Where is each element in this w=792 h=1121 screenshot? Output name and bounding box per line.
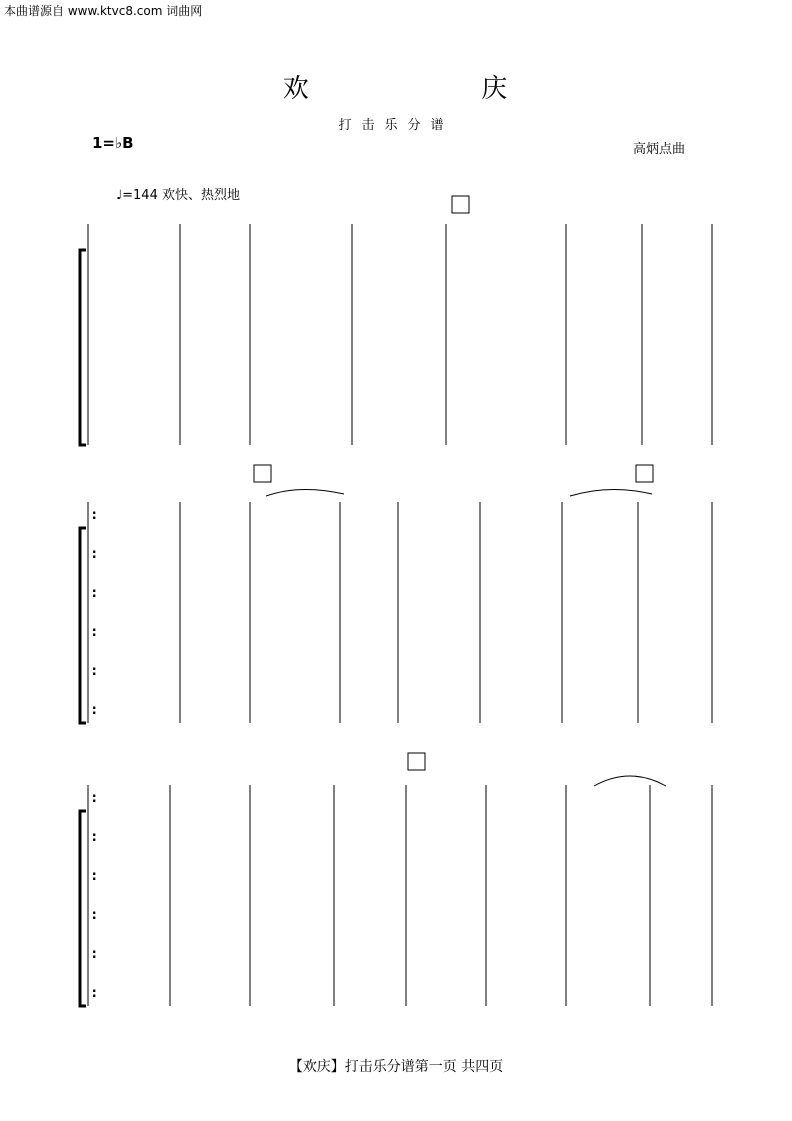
repeat-sign: :: [90, 624, 99, 640]
rehearsal-box: [408, 753, 425, 770]
repeat-sign: :: [90, 985, 99, 1001]
subtitle: 打击乐分谱: [338, 118, 454, 133]
repeat-sign: :: [90, 868, 99, 884]
repeat-sign: :: [90, 907, 99, 923]
tie-arc: [570, 489, 652, 496]
repeat-sign: :: [90, 546, 99, 562]
repeat-sign: :: [90, 829, 99, 845]
rehearsal-box: [636, 465, 653, 482]
tie-arc: [266, 489, 344, 496]
system-bracket: [80, 528, 86, 723]
title-char-1: 欢: [282, 74, 311, 104]
rehearsal-box: [254, 465, 271, 482]
repeat-sign: :: [90, 790, 99, 806]
key-signature: 1=♭B: [92, 134, 134, 152]
rehearsal-box: [452, 196, 469, 213]
repeat-sign: :: [90, 585, 99, 601]
repeat-sign: :: [90, 702, 99, 718]
tempo-marking: ♩=144 欢快、热烈地: [116, 188, 240, 203]
repeat-sign: :: [90, 946, 99, 962]
composer: 高炳点曲: [633, 142, 686, 157]
tie-arc: [594, 776, 666, 786]
repeat-sign: :: [90, 663, 99, 679]
watermark: 本曲谱源自 www.ktvc8.com 词曲网: [4, 4, 203, 18]
title-char-2: 庆: [481, 74, 510, 104]
page-footer: 【欢庆】打击乐分谱第一页 共四页: [288, 1059, 504, 1075]
repeat-sign: :: [90, 507, 99, 523]
system-bracket: [80, 250, 86, 445]
system-bracket: [80, 811, 86, 1006]
